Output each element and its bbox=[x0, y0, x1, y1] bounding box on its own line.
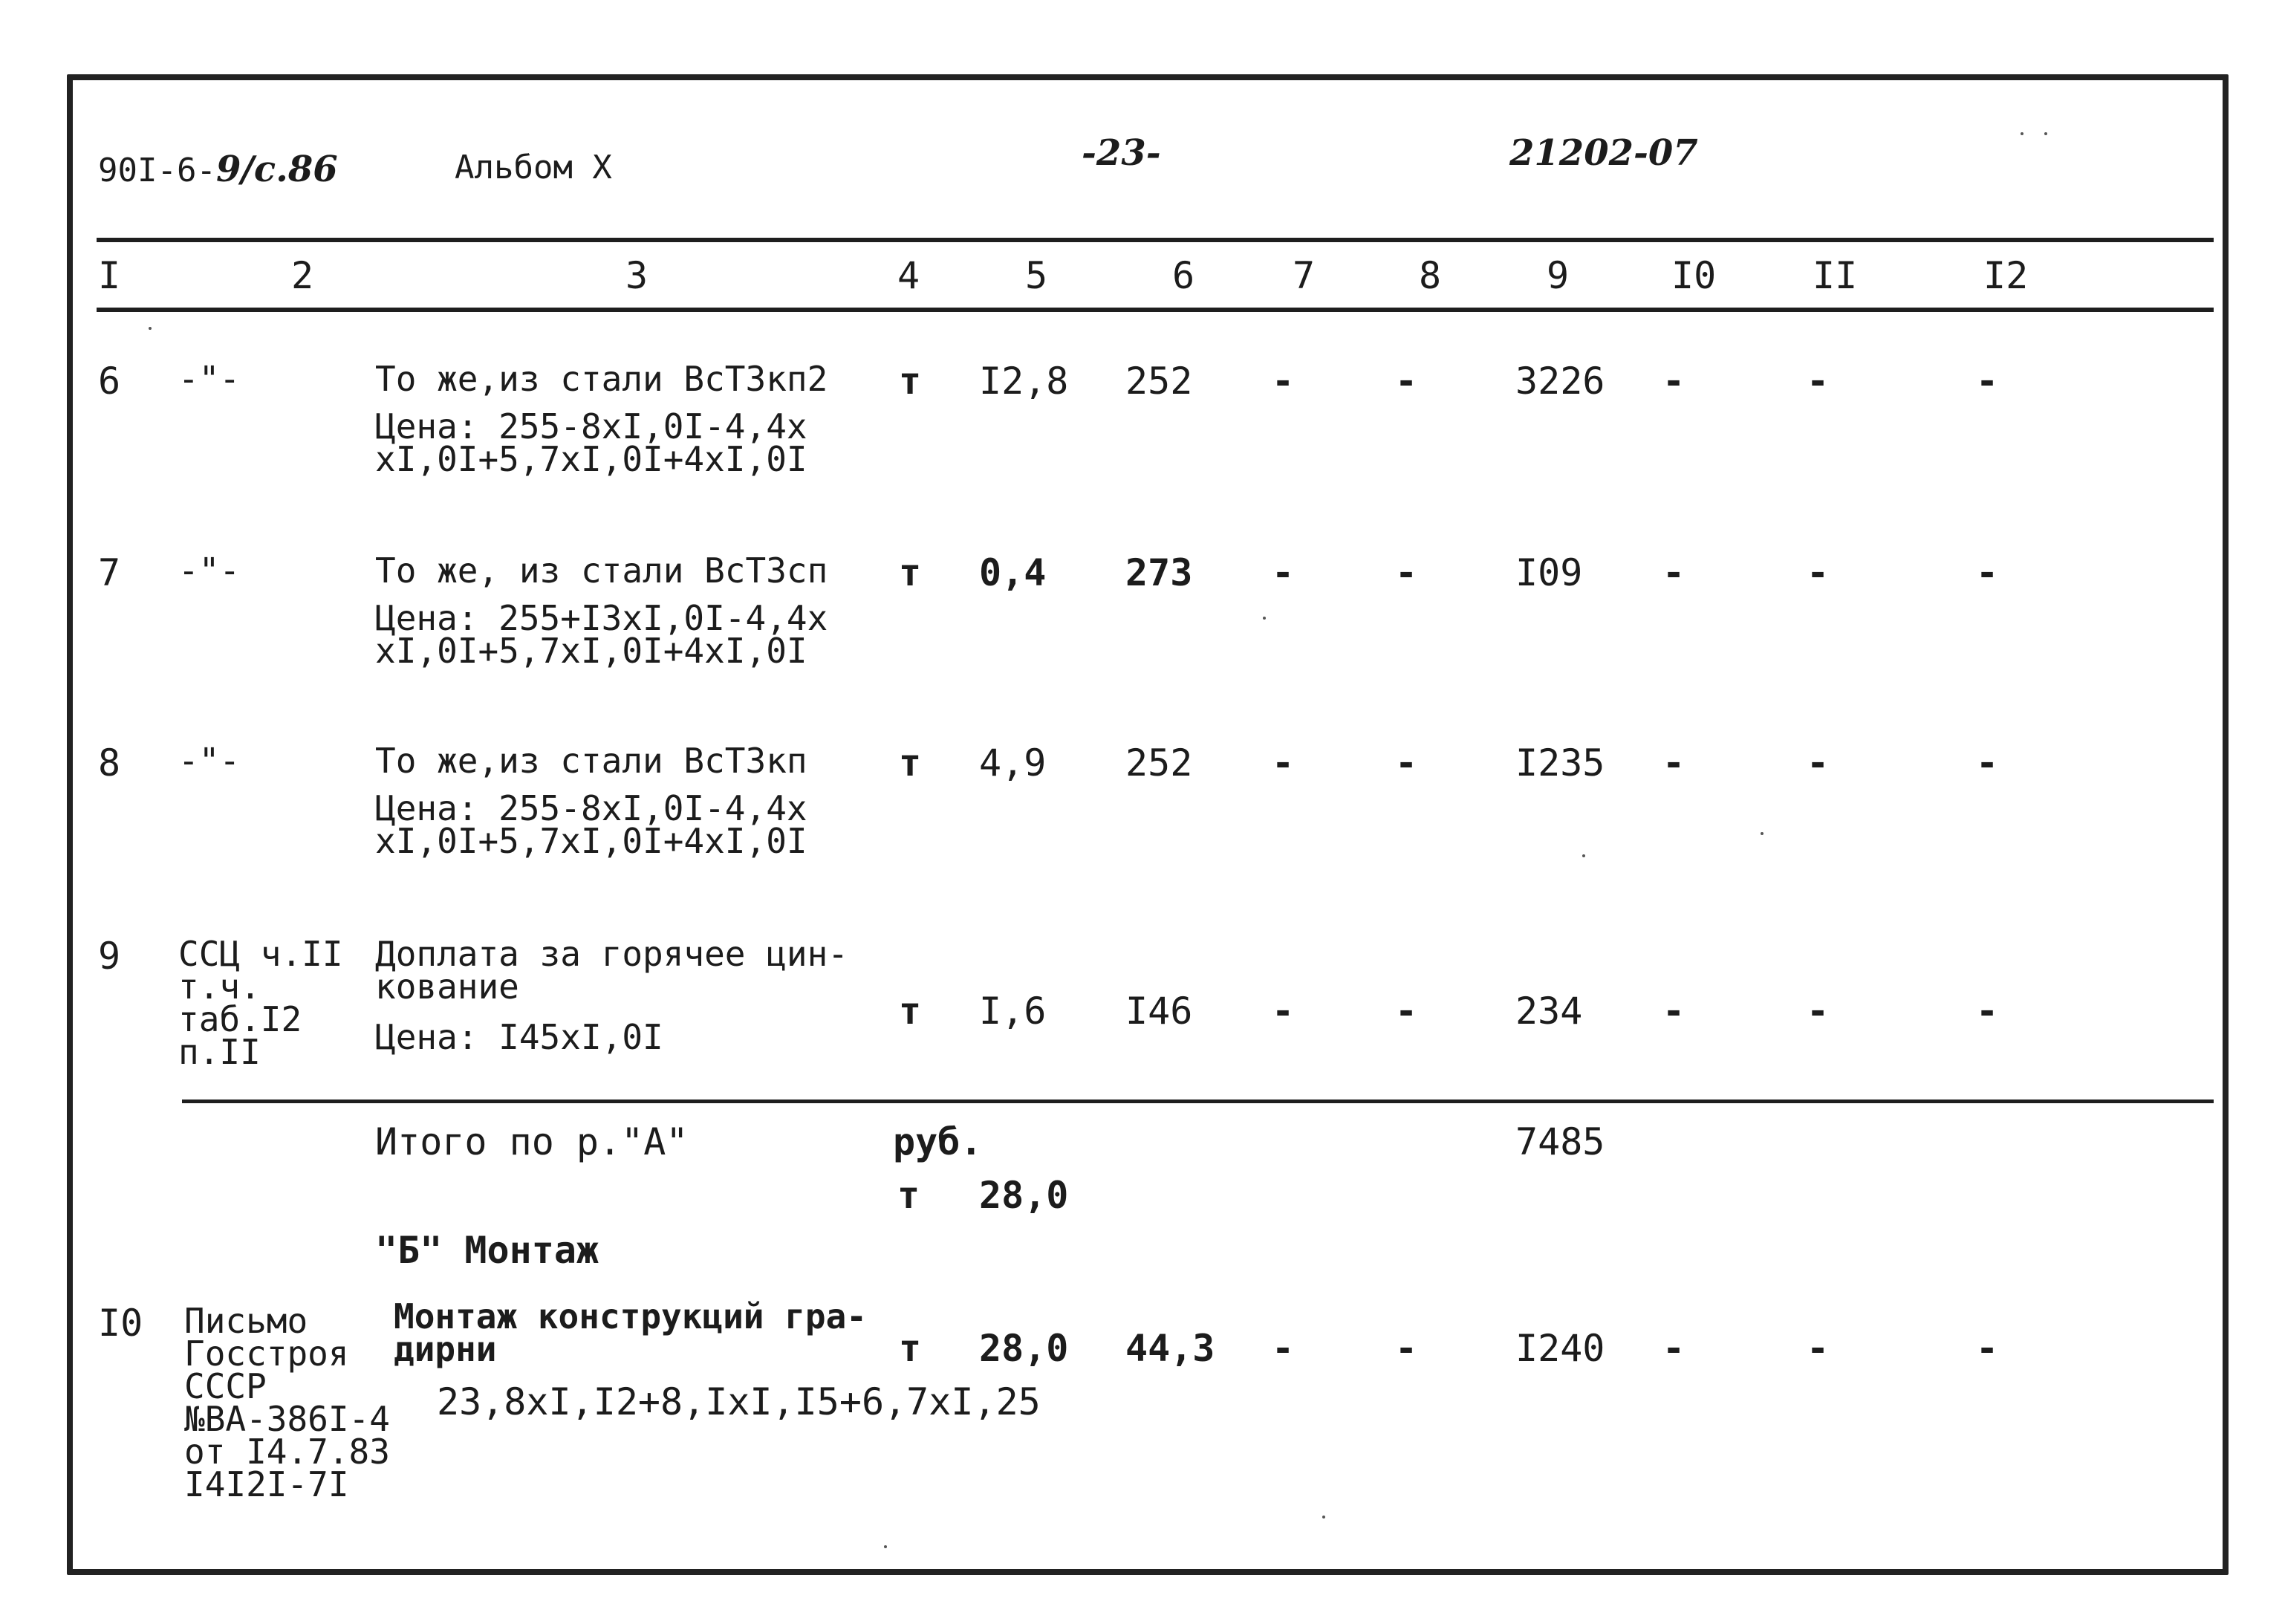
row10-col8: - bbox=[1395, 1327, 1418, 1370]
scan-speck bbox=[1263, 617, 1266, 620]
row-col10: - bbox=[1662, 360, 1686, 403]
row-number: 9 bbox=[98, 935, 121, 978]
column-number: 4 bbox=[897, 254, 920, 297]
row-qty: I,6 bbox=[979, 989, 1047, 1033]
subtotal-unit-rub: руб. bbox=[893, 1120, 983, 1163]
row-price: Цена: I45xI,0I bbox=[375, 1017, 663, 1057]
column-number: 3 bbox=[625, 254, 648, 297]
row-col12: - bbox=[1976, 989, 1999, 1033]
row-name: То же,из стали ВсТ3кп bbox=[375, 741, 807, 781]
row10-unit: т bbox=[899, 1327, 922, 1370]
scan-speck bbox=[884, 1545, 887, 1548]
scan-speck bbox=[1761, 832, 1763, 835]
row10-col12: - bbox=[1976, 1327, 1999, 1370]
row-price: Цена: 255-8xI,0I-4,4x xI,0I+5,7xI,0I+4xI,0I bbox=[375, 788, 807, 861]
page-number: -23- bbox=[1082, 132, 1161, 174]
row10-qty: 28,0 bbox=[979, 1327, 1069, 1370]
subtotal-label: Итого по р."А" bbox=[375, 1120, 689, 1163]
row-name: То же, из стали ВсТ3сп bbox=[375, 550, 828, 591]
row-unit-cost: 273 bbox=[1125, 551, 1193, 594]
row-col11: - bbox=[1807, 360, 1830, 403]
row-col8: - bbox=[1395, 741, 1418, 785]
row-source: ССЦ ч.II т.ч. таб.I2 п.II bbox=[178, 934, 343, 1072]
doc-code bbox=[98, 149, 338, 190]
row-total: I09 bbox=[1515, 551, 1583, 594]
header-rule-top bbox=[97, 238, 2214, 242]
row-col7: - bbox=[1272, 360, 1295, 403]
subtotal-unit-t: т bbox=[897, 1174, 920, 1217]
scan-speck bbox=[149, 327, 152, 330]
row-col7: - bbox=[1272, 741, 1295, 785]
row-name: То же,из стали ВсТ3кп2 bbox=[375, 359, 828, 399]
row-col10: - bbox=[1662, 741, 1686, 785]
row-col7: - bbox=[1272, 551, 1295, 594]
doc-code-handwritten: 9/c.86 bbox=[215, 149, 338, 190]
column-number: 2 bbox=[291, 254, 314, 297]
album-title: Альбом X bbox=[455, 149, 612, 186]
row-unit-cost: 252 bbox=[1125, 741, 1193, 785]
section-b-title: "Б" Монтаж bbox=[375, 1229, 599, 1272]
row-col11: - bbox=[1807, 989, 1830, 1033]
header-rule-bottom bbox=[97, 308, 2214, 312]
row10-formula: 23,8xI,I2+8,IxI,I5+6,7xI,25 bbox=[437, 1380, 1041, 1423]
column-number: 5 bbox=[1025, 254, 1048, 297]
row-col12: - bbox=[1976, 360, 1999, 403]
scan-speck bbox=[1582, 854, 1585, 857]
row-number: 7 bbox=[98, 551, 121, 594]
row-col12: - bbox=[1976, 741, 1999, 785]
row-total: 3226 bbox=[1515, 360, 1605, 403]
row-col10: - bbox=[1662, 989, 1686, 1033]
row-number: 6 bbox=[98, 360, 121, 403]
row10-name: Монтаж конструкций гра- дирни bbox=[394, 1296, 867, 1369]
row10-number: I0 bbox=[98, 1302, 143, 1345]
row-col8: - bbox=[1395, 360, 1418, 403]
row-qty: 4,9 bbox=[979, 741, 1047, 785]
row-qty: 0,4 bbox=[979, 551, 1047, 594]
scan-speck bbox=[1322, 1516, 1325, 1519]
column-number: I2 bbox=[1983, 254, 2029, 297]
row-col11: - bbox=[1807, 741, 1830, 785]
column-number: 9 bbox=[1547, 254, 1570, 297]
ref-number: 21202-07 bbox=[1509, 132, 1698, 174]
row-unit: т bbox=[899, 360, 922, 403]
column-number: I0 bbox=[1671, 254, 1717, 297]
row-unit: т bbox=[899, 989, 922, 1033]
row-col11: - bbox=[1807, 551, 1830, 594]
scan-speck bbox=[2021, 132, 2023, 135]
row-source: -"- bbox=[178, 741, 241, 781]
row10-col10: - bbox=[1662, 1327, 1686, 1370]
column-number: 7 bbox=[1293, 254, 1316, 297]
row-col12: - bbox=[1976, 551, 1999, 594]
subtotal-rule bbox=[182, 1100, 2214, 1103]
doc-code-print: 90I-6- bbox=[98, 152, 216, 189]
subtotal-total: 7485 bbox=[1515, 1120, 1605, 1163]
row10-total: I240 bbox=[1515, 1327, 1605, 1370]
row-name: Доплата за горячее цин- кование bbox=[375, 934, 848, 1007]
subtotal-qty: 28,0 bbox=[979, 1174, 1069, 1217]
row-price: Цена: 255+I3xI,0I-4,4x xI,0I+5,7xI,0I+4xI,0I bbox=[375, 598, 828, 671]
column-number: II bbox=[1813, 254, 1858, 297]
row-source: -"- bbox=[178, 359, 241, 399]
row-col7: - bbox=[1272, 989, 1295, 1033]
row-unit-cost: I46 bbox=[1125, 989, 1193, 1033]
row10-col11: - bbox=[1807, 1327, 1830, 1370]
column-number: 6 bbox=[1172, 254, 1195, 297]
row-col10: - bbox=[1662, 551, 1686, 594]
row-unit-cost: 252 bbox=[1125, 360, 1193, 403]
column-number: I bbox=[98, 254, 121, 297]
row-total: 234 bbox=[1515, 989, 1583, 1033]
row-col8: - bbox=[1395, 989, 1418, 1033]
row10-source: Письмо Госстроя СССР №ВА-386I-4 от I4.7.83 I4I2I-7I bbox=[184, 1301, 390, 1504]
row10-col7: - bbox=[1272, 1327, 1295, 1370]
row-total: I235 bbox=[1515, 741, 1605, 785]
row-qty: I2,8 bbox=[979, 360, 1069, 403]
row-price: Цена: 255-8xI,0I-4,4x xI,0I+5,7xI,0I+4xI,0I bbox=[375, 406, 807, 479]
row-number: 8 bbox=[98, 741, 121, 785]
row-unit: т bbox=[899, 551, 922, 594]
row-unit: т bbox=[899, 741, 922, 785]
row-col8: - bbox=[1395, 551, 1418, 594]
column-number: 8 bbox=[1419, 254, 1442, 297]
scan-speck bbox=[2044, 132, 2047, 135]
row10-unit-cost: 44,3 bbox=[1125, 1327, 1215, 1370]
row-source: -"- bbox=[178, 550, 241, 591]
